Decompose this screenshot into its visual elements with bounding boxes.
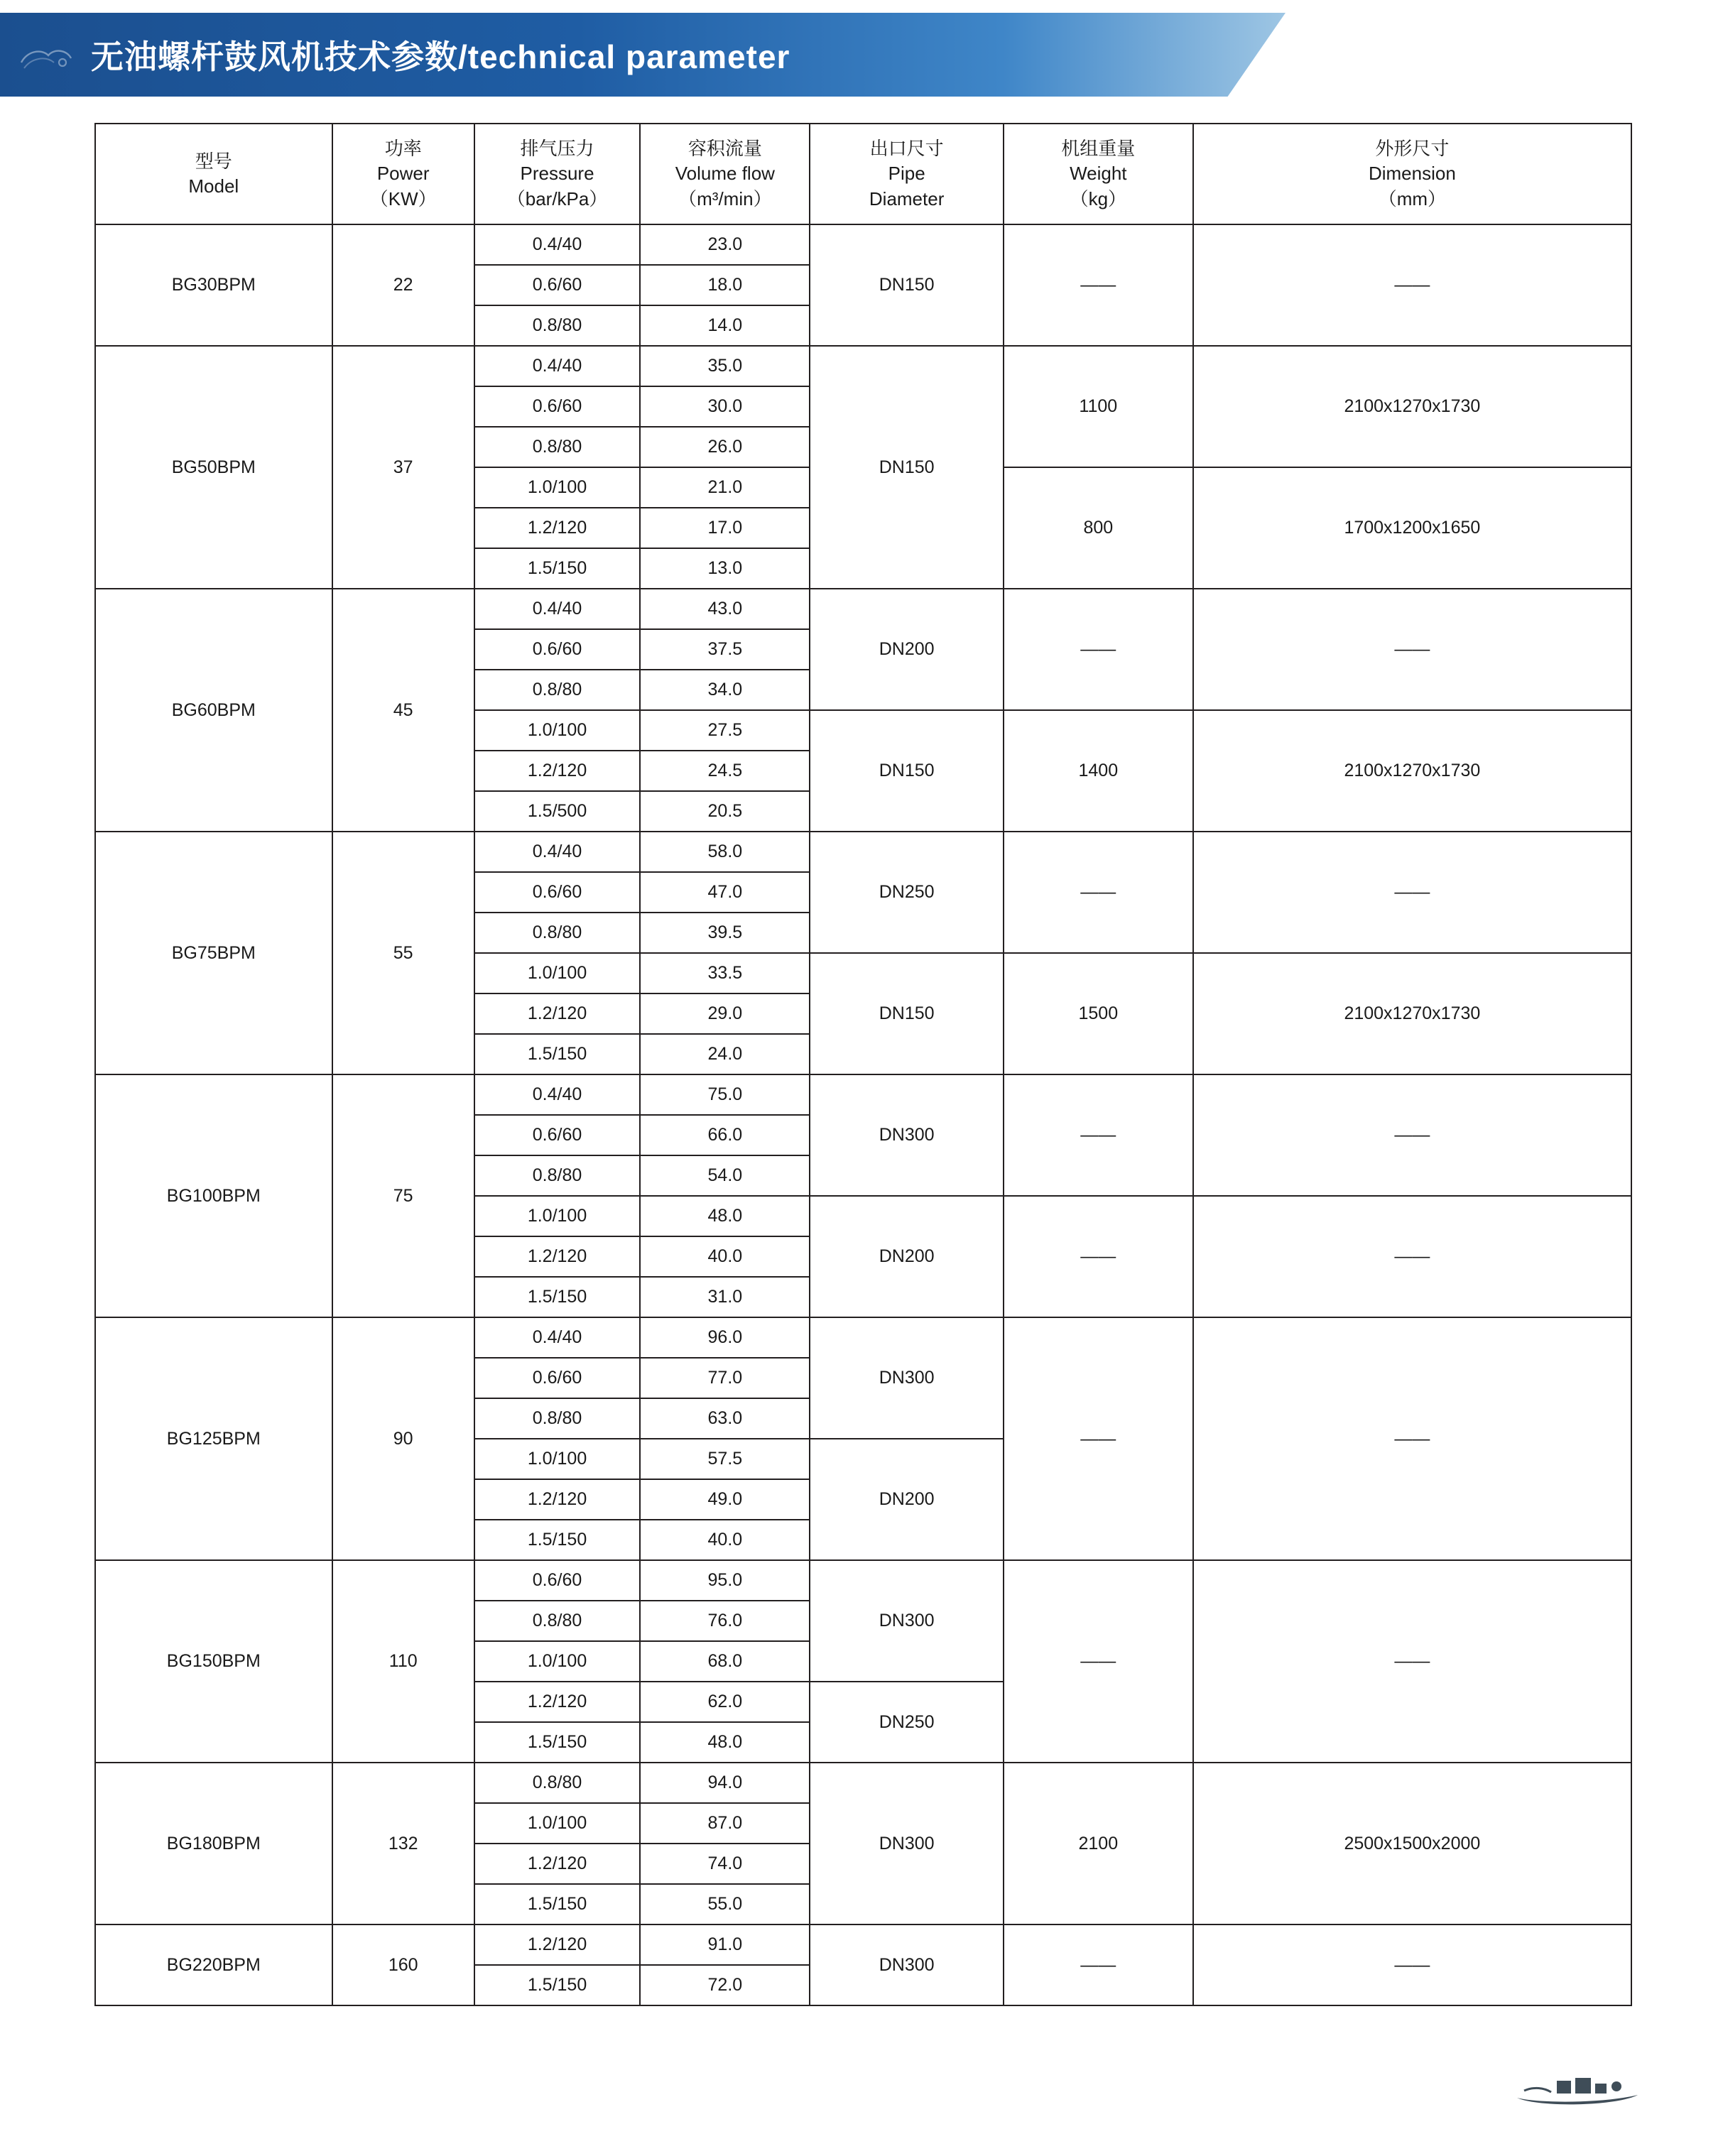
cell-volume-flow: 23.0	[640, 224, 810, 265]
table-row	[95, 1560, 1631, 1601]
cell-pressure: 0.8/80	[474, 913, 641, 953]
cell-volume-flow: 39.5	[640, 913, 810, 953]
cell-dimension: 2100x1270x1730	[1193, 710, 1631, 832]
table-row	[95, 224, 1631, 265]
cell-pipe-diameter: DN200	[810, 589, 1003, 710]
cell-pipe-diameter: DN150	[810, 710, 1003, 832]
cell-pressure: 0.4/40	[474, 1074, 641, 1115]
cell-dimension: ——	[1193, 1317, 1631, 1560]
cell-dimension: ——	[1193, 1924, 1631, 2005]
cell-pressure: 0.4/40	[474, 832, 641, 872]
cell-pressure: 1.2/120	[474, 1682, 641, 1722]
cell-volume-flow: 30.0	[640, 386, 810, 427]
cell-pressure: 0.6/60	[474, 386, 641, 427]
cell-power: 37	[332, 346, 474, 589]
cell-pressure: 0.6/60	[474, 265, 641, 305]
cell-dimension: ——	[1193, 832, 1631, 953]
cell-pressure: 1.5/150	[474, 1722, 641, 1763]
cell-pressure: 0.8/80	[474, 1155, 641, 1196]
cell-pressure: 0.8/80	[474, 670, 641, 710]
cell-pressure: 1.5/150	[474, 1520, 641, 1560]
cell-pressure: 0.6/60	[474, 1115, 641, 1155]
cell-weight: 1400	[1004, 710, 1193, 832]
cell-model: BG60BPM	[95, 589, 332, 832]
cell-volume-flow: 77.0	[640, 1358, 810, 1398]
cell-pressure: 1.5/500	[474, 791, 641, 832]
cell-model: BG220BPM	[95, 1924, 332, 2005]
cell-volume-flow: 35.0	[640, 346, 810, 386]
cell-volume-flow: 27.5	[640, 710, 810, 751]
cell-weight: ——	[1004, 1196, 1193, 1317]
cell-pressure: 1.5/150	[474, 1884, 641, 1924]
cell-pressure: 0.8/80	[474, 1763, 641, 1803]
column-header-pressure-cn: 排气压力	[520, 138, 594, 160]
cell-weight: ——	[1004, 1074, 1193, 1196]
cell-pressure: 1.2/120	[474, 508, 641, 548]
cell-pressure: 0.4/40	[474, 346, 641, 386]
cell-power: 160	[332, 1924, 474, 2005]
cell-weight: 800	[1004, 467, 1193, 589]
cell-pressure: 1.0/100	[474, 710, 641, 751]
cell-pressure: 1.5/150	[474, 1034, 641, 1074]
cell-weight: 2100	[1004, 1763, 1193, 1924]
column-header-pipe-diameter-en: Pipe	[888, 163, 925, 185]
column-header-dimension-cn: 外形尺寸	[1375, 138, 1450, 160]
table-body	[95, 224, 1631, 2005]
column-header-pressure-en: Pressure	[520, 163, 594, 185]
table-header-row	[95, 124, 1631, 224]
column-header-pipe-diameter-unit: Diameter	[869, 187, 945, 209]
table-row	[95, 832, 1631, 872]
cell-power: 90	[332, 1317, 474, 1560]
cell-volume-flow: 40.0	[640, 1520, 810, 1560]
cell-volume-flow: 75.0	[640, 1074, 810, 1115]
cell-model: BG50BPM	[95, 346, 332, 589]
cell-volume-flow: 96.0	[640, 1317, 810, 1358]
cell-dimension: ——	[1193, 1560, 1631, 1763]
cell-volume-flow: 24.0	[640, 1034, 810, 1074]
cell-pipe-diameter: DN250	[810, 1682, 1003, 1763]
cell-pressure: 1.2/120	[474, 1479, 641, 1520]
cell-pressure: 1.0/100	[474, 1439, 641, 1479]
cell-pressure: 1.2/120	[474, 1924, 641, 1965]
cell-volume-flow: 68.0	[640, 1641, 810, 1682]
cell-pressure: 1.2/120	[474, 993, 641, 1034]
column-header-model-cn: 型号	[195, 150, 232, 172]
cell-volume-flow: 49.0	[640, 1479, 810, 1520]
cell-volume-flow: 72.0	[640, 1965, 810, 2005]
cell-pressure: 0.6/60	[474, 1358, 641, 1398]
cell-pressure: 1.5/150	[474, 548, 641, 589]
column-header-pipe-diameter	[810, 124, 1003, 224]
cell-pipe-diameter: DN300	[810, 1763, 1003, 1924]
cell-volume-flow: 13.0	[640, 548, 810, 589]
cell-power: 55	[332, 832, 474, 1074]
cell-volume-flow: 34.0	[640, 670, 810, 710]
cell-pressure: 0.6/60	[474, 629, 641, 670]
cell-volume-flow: 76.0	[640, 1601, 810, 1641]
cell-weight: ——	[1004, 1317, 1193, 1560]
column-header-weight-en: Weight	[1070, 163, 1127, 185]
cell-pressure: 0.6/60	[474, 1560, 641, 1601]
cell-pressure: 0.4/40	[474, 589, 641, 629]
technical-parameter-table-wrapper	[94, 123, 1632, 2006]
column-header-pressure-unit: （bar/kPa）	[506, 187, 608, 209]
cell-model: BG30BPM	[95, 224, 332, 346]
cloud-ornament-icon	[17, 34, 81, 75]
cell-pipe-diameter: DN200	[810, 1439, 1003, 1560]
column-header-dimension	[1193, 124, 1631, 224]
table-row	[95, 1763, 1631, 1803]
column-header-volume-flow-unit: （m³/min）	[678, 187, 772, 209]
cell-volume-flow: 20.5	[640, 791, 810, 832]
cell-volume-flow: 24.5	[640, 751, 810, 791]
cell-model: BG125BPM	[95, 1317, 332, 1560]
column-header-power-cn: 功率	[384, 138, 422, 160]
cell-volume-flow: 55.0	[640, 1884, 810, 1924]
cell-power: 132	[332, 1763, 474, 1924]
column-header-weight-unit: （kg）	[1070, 187, 1127, 209]
cell-pressure: 0.6/60	[474, 872, 641, 913]
cell-power: 45	[332, 589, 474, 832]
cell-pressure: 0.4/40	[474, 224, 641, 265]
cell-volume-flow: 54.0	[640, 1155, 810, 1196]
cell-volume-flow: 95.0	[640, 1560, 810, 1601]
table-row	[95, 1924, 1631, 1965]
cell-pressure: 1.2/120	[474, 1236, 641, 1277]
cell-volume-flow: 87.0	[640, 1803, 810, 1844]
cell-power: 22	[332, 224, 474, 346]
column-header-weight	[1004, 124, 1193, 224]
cell-dimension: 2500x1500x2000	[1193, 1763, 1631, 1924]
cell-volume-flow: 18.0	[640, 265, 810, 305]
cell-volume-flow: 31.0	[640, 1277, 810, 1317]
column-header-power-en: Power	[376, 163, 430, 185]
cell-volume-flow: 26.0	[640, 427, 810, 467]
cell-pressure: 1.0/100	[474, 953, 641, 993]
cell-volume-flow: 57.5	[640, 1439, 810, 1479]
cell-volume-flow: 91.0	[640, 1924, 810, 1965]
cell-volume-flow: 48.0	[640, 1722, 810, 1763]
cell-dimension: 2100x1270x1730	[1193, 346, 1631, 467]
cell-dimension: ——	[1193, 589, 1631, 710]
cell-pressure: 1.0/100	[474, 1196, 641, 1236]
cell-pipe-diameter: DN300	[810, 1924, 1003, 2005]
technical-parameter-table	[94, 123, 1632, 2006]
cell-dimension: 2100x1270x1730	[1193, 953, 1631, 1074]
cell-volume-flow: 62.0	[640, 1682, 810, 1722]
column-header-weight-cn: 机组重量	[1061, 138, 1136, 160]
table-row	[95, 1074, 1631, 1115]
cell-volume-flow: 94.0	[640, 1763, 810, 1803]
cell-pressure: 0.8/80	[474, 427, 641, 467]
cell-pressure: 1.0/100	[474, 467, 641, 508]
cell-volume-flow: 48.0	[640, 1196, 810, 1236]
cell-dimension: ——	[1193, 1074, 1631, 1196]
cell-power: 75	[332, 1074, 474, 1317]
column-header-dimension-unit: （mm）	[1378, 187, 1447, 209]
cell-pressure: 0.4/40	[474, 1317, 641, 1358]
table-row	[95, 1317, 1631, 1358]
cell-volume-flow: 74.0	[640, 1844, 810, 1884]
cell-pipe-diameter: DN300	[810, 1074, 1003, 1196]
cell-volume-flow: 14.0	[640, 305, 810, 346]
cell-weight: ——	[1004, 589, 1193, 710]
page-header-banner	[0, 13, 1286, 97]
cell-pressure: 0.8/80	[474, 1601, 641, 1641]
cell-volume-flow: 58.0	[640, 832, 810, 872]
cell-pressure: 1.2/120	[474, 751, 641, 791]
cell-weight: ——	[1004, 224, 1193, 346]
column-header-volume-flow-cn: 容积流量	[687, 138, 762, 160]
table-row	[95, 346, 1631, 386]
cell-volume-flow: 43.0	[640, 589, 810, 629]
cell-pressure: 1.2/120	[474, 1844, 641, 1884]
column-header-volume-flow-en: Volume flow	[675, 163, 775, 185]
cell-weight: ——	[1004, 1924, 1193, 2005]
column-header-pipe-diameter-cn: 出口尺寸	[869, 138, 944, 160]
cell-dimension: ——	[1193, 1196, 1631, 1317]
table-header	[95, 124, 1631, 224]
column-header-dimension-en: Dimension	[1368, 163, 1456, 185]
cell-weight: 1500	[1004, 953, 1193, 1074]
cell-pressure: 0.8/80	[474, 1398, 641, 1439]
cell-pressure: 0.8/80	[474, 305, 641, 346]
column-header-power-unit: （KW）	[369, 187, 437, 209]
column-header-model	[95, 124, 332, 224]
cell-volume-flow: 66.0	[640, 1115, 810, 1155]
cell-pipe-diameter: DN250	[810, 832, 1003, 953]
cell-volume-flow: 21.0	[640, 467, 810, 508]
cell-volume-flow: 47.0	[640, 872, 810, 913]
table-row	[95, 589, 1631, 629]
cell-volume-flow: 17.0	[640, 508, 810, 548]
cell-weight: 1100	[1004, 346, 1193, 467]
column-header-power	[332, 124, 474, 224]
cell-volume-flow: 63.0	[640, 1398, 810, 1439]
cell-pressure: 1.5/150	[474, 1277, 641, 1317]
cell-pipe-diameter: DN150	[810, 953, 1003, 1074]
cell-model: BG75BPM	[95, 832, 332, 1074]
column-header-pressure	[474, 124, 641, 224]
company-logo-icon	[1510, 2057, 1645, 2113]
cell-power: 110	[332, 1560, 474, 1763]
cell-pressure: 1.0/100	[474, 1803, 641, 1844]
page-title: 无油螺杆鼓风机技术参数/technical parameter	[91, 38, 790, 75]
cell-model: BG150BPM	[95, 1560, 332, 1763]
cell-pipe-diameter: DN150	[810, 346, 1003, 589]
cell-pressure: 1.0/100	[474, 1641, 641, 1682]
column-header-model-en: Model	[188, 175, 239, 197]
column-header-volume-flow	[640, 124, 810, 224]
cell-dimension: 1700x1200x1650	[1193, 467, 1631, 589]
cell-volume-flow: 40.0	[640, 1236, 810, 1277]
cell-volume-flow: 37.5	[640, 629, 810, 670]
cell-volume-flow: 33.5	[640, 953, 810, 993]
cell-dimension: ——	[1193, 224, 1631, 346]
cell-pipe-diameter: DN300	[810, 1317, 1003, 1439]
cell-weight: ——	[1004, 1560, 1193, 1763]
cell-model: BG100BPM	[95, 1074, 332, 1317]
cell-pipe-diameter: DN200	[810, 1196, 1003, 1317]
cell-model: BG180BPM	[95, 1763, 332, 1924]
cell-weight: ——	[1004, 832, 1193, 953]
cell-pressure: 1.5/150	[474, 1965, 641, 2005]
cell-pipe-diameter: DN150	[810, 224, 1003, 346]
cell-volume-flow: 29.0	[640, 993, 810, 1034]
cell-pipe-diameter: DN300	[810, 1560, 1003, 1682]
